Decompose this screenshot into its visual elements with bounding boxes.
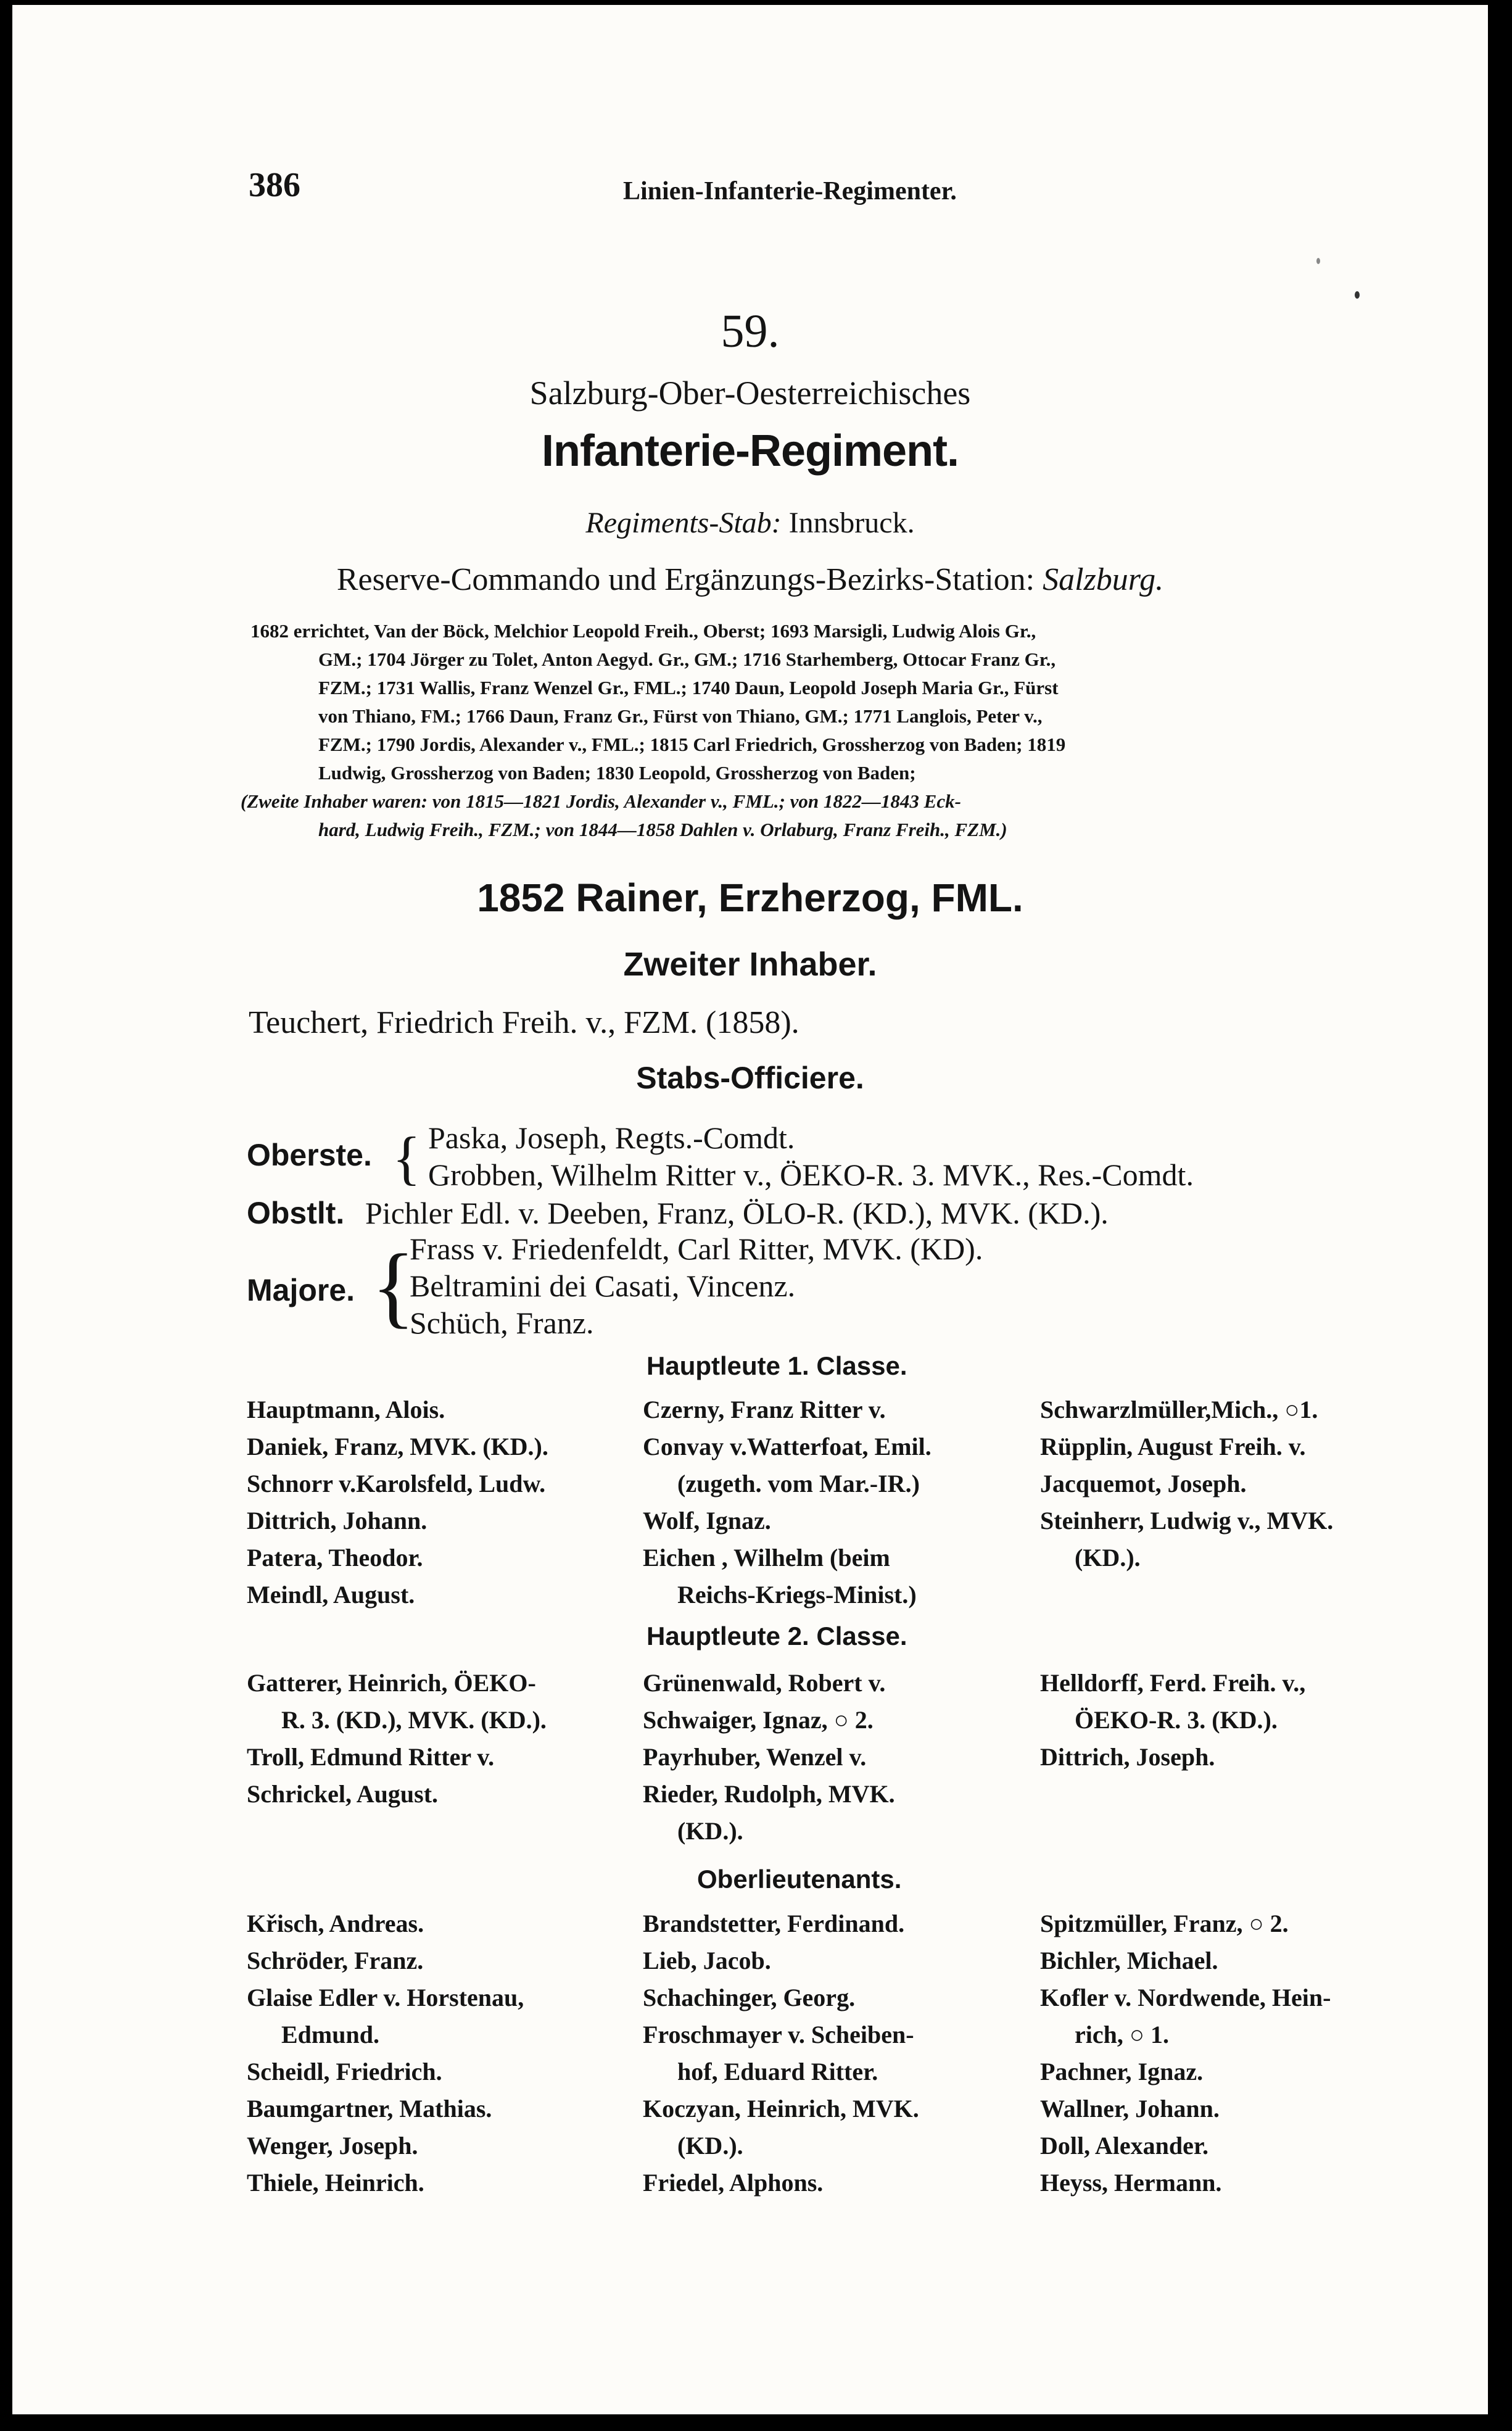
list-item: Schwarzlmüller,Mich., ○1. [1040, 1396, 1318, 1423]
list-item: Hauptmann, Alois. [247, 1396, 445, 1423]
history-italic-line: (Zweite Inhaber waren: von 1815—1821 Jordis, Alexander v., FML.; von 1822—1843 Eck- [241, 790, 961, 812]
page-number: 386 [249, 166, 300, 204]
list-item: Rieder, Rudolph, MVK. [643, 1780, 895, 1808]
regiments-stab [12, 506, 1488, 540]
hauptleute1-heading: Hauptleute 1. Classe. [647, 1351, 907, 1380]
running-title: Linien-Infanterie-Regimenter. [623, 177, 957, 205]
obstlt-entry: Pichler Edl. v. Deeben, Franz, ÖLO-R. (KD.), MVK. (KD.). [365, 1196, 1109, 1230]
oberste-brace: { [392, 1125, 421, 1191]
list-item: Wenger, Joseph. [247, 2132, 418, 2160]
oberlieutenants-col2 [643, 1905, 919, 2201]
list-item: Baumgartner, Mathias. [247, 2095, 492, 2122]
list-item: Pachner, Ignaz. [1040, 2058, 1204, 2085]
list-item: Rüpplin, August Freih. v. [1040, 1433, 1306, 1460]
obstlt-label: Obstlt. [247, 1196, 345, 1230]
hauptleute2-col2 [643, 1665, 895, 1850]
ink-speck [1355, 291, 1360, 299]
list-item: Helldorff, Ferd. Freih. v., [1040, 1669, 1306, 1697]
history-line: Ludwig, Grossherzog von Baden; 1830 Leopold, Grossherzog von Baden; [318, 762, 916, 784]
stab-place: Innsbruck. [788, 507, 915, 539]
list-item: (KD.). [677, 2132, 743, 2160]
stabs-officiere-heading: Stabs-Officiere. [636, 1061, 864, 1095]
oberste-entry: Grobben, Wilhelm Ritter v., ÖEKO-R. 3. MVK., Res.-Comdt. [428, 1158, 1194, 1192]
regiment-name: Salzburg-Ober-Oesterreichisches [529, 375, 971, 412]
list-item: Czerny, Franz Ritter v. [643, 1396, 886, 1423]
list-item: Bichler, Michael. [1040, 1947, 1218, 1974]
list-item: Eichen , Wilhelm (beim [643, 1544, 890, 1572]
zweiter-inhaber-line: Teuchert, Friedrich Freih. v., FZM. (1858). [249, 1005, 799, 1040]
list-item: Schachinger, Georg. [643, 1984, 856, 2011]
oberlieutenants-heading: Oberlieutenants. [697, 1865, 902, 1894]
majore-entry: Frass v. Friedenfeldt, Carl Ritter, MVK. (KD). [410, 1232, 983, 1266]
list-item: (zugeth. vom Mar.-IR.) [677, 1470, 920, 1497]
list-item: R. 3. (KD.), MVK. (KD.). [281, 1706, 547, 1734]
oberste-list [428, 1119, 1194, 1193]
list-item: Jacquemot, Joseph. [1040, 1470, 1247, 1497]
list-item: Patera, Theodor. [247, 1544, 423, 1572]
list-item: Kofler v. Nordwende, Hein- [1040, 1984, 1331, 2011]
stab-label: Regiments-Stab: [585, 507, 782, 539]
hauptleute2-col1 [247, 1665, 547, 1813]
list-item: Daniek, Franz, MVK. (KD.). [247, 1433, 548, 1460]
list-item: Troll, Edmund Ritter v. [247, 1743, 495, 1771]
majore-entry: Beltramini dei Casati, Vincenz. [410, 1269, 796, 1303]
zweiter-inhaber-heading: Zweiter Inhaber. [623, 946, 877, 983]
list-item: Steinherr, Ludwig v., MVK. [1040, 1507, 1334, 1534]
list-item: Froschmayer v. Scheiben- [643, 2021, 914, 2048]
regiment-number: 59. [721, 305, 780, 357]
hauptleute2-col3 [1040, 1665, 1305, 1776]
inhaber-line: 1852 Rainer, Erzherzog, FML. [477, 876, 1023, 920]
majore-label: Majore. [247, 1273, 355, 1307]
reserve-label: Reserve-Commando und Ergänzungs-Bezirks-Station: [336, 562, 1035, 597]
reserve-place: Salzburg. [1043, 562, 1164, 597]
oberste-entry: Paska, Joseph, Regts.-Comdt. [428, 1120, 795, 1155]
list-item: Reichs-Kriegs-Minist.) [677, 1581, 917, 1609]
regiment-type: Infanterie-Regiment. [541, 426, 959, 476]
history-paragraph [241, 617, 1066, 844]
oberlieutenants-col1 [247, 1905, 524, 2201]
list-item: Wallner, Johann. [1040, 2095, 1220, 2122]
list-item: Dittrich, Joseph. [1040, 1743, 1215, 1771]
list-item: Meindl, August. [247, 1581, 415, 1609]
list-item: Scheidl, Friedrich. [247, 2058, 442, 2085]
list-item: Gatterer, Heinrich, ÖEKO- [247, 1669, 536, 1697]
list-item: Heyss, Hermann. [1040, 2169, 1222, 2197]
ink-speck [1316, 258, 1320, 264]
history-line: FZM.; 1790 Jordis, Alexander v., FML.; 1815 Carl Friedrich, Grossherzog von Baden; 1819 [318, 734, 1066, 755]
list-item: Koczyan, Heinrich, MVK. [643, 2095, 919, 2122]
hauptleute1-col2 [643, 1391, 932, 1613]
list-item: Brandstetter, Ferdinand. [643, 1910, 905, 1937]
history-italic-line: hard, Ludwig Freih., FZM.; von 1844—1858 Dahlen v. Orlaburg, Franz Freih., FZM.) [318, 819, 1007, 840]
list-item: Doll, Alexander. [1040, 2132, 1208, 2160]
hauptleute1-col1 [247, 1391, 548, 1613]
list-item: Schwaiger, Ignaz, ○ 2. [643, 1706, 874, 1734]
list-item: Glaise Edler v. Horstenau, [247, 1984, 524, 2011]
hauptleute1-col3 [1040, 1391, 1333, 1576]
history-line: FZM.; 1731 Wallis, Franz Wenzel Gr., FML.; 1740 Daun, Leopold Joseph Maria Gr., Fürst [318, 677, 1059, 698]
list-item: Křisch, Andreas. [247, 1910, 424, 1937]
list-item: ÖEKO-R. 3. (KD.). [1075, 1706, 1278, 1734]
list-item: Grünenwald, Robert v. [643, 1669, 886, 1697]
majore-brace: { [371, 1236, 416, 1337]
list-item: Edmund. [281, 2021, 379, 2048]
history-line: 1682 errichtet, Van der Böck, Melchior Leopold Freih., Oberst; 1693 Marsigli, Ludwig Alois Gr., [250, 620, 1036, 642]
list-item: Payrhuber, Wenzel v. [643, 1743, 867, 1771]
list-item: rich, ○ 1. [1075, 2021, 1170, 2048]
list-item: Convay v.Watterfoat, Emil. [643, 1433, 932, 1460]
list-item: Friedel, Alphons. [643, 2169, 824, 2197]
majore-entry: Schüch, Franz. [410, 1306, 594, 1340]
list-item: (KD.). [677, 1817, 743, 1845]
hauptleute2-heading: Hauptleute 2. Classe. [647, 1621, 907, 1650]
reserve-commando [12, 561, 1488, 598]
list-item: (KD.). [1075, 1544, 1141, 1572]
history-line: von Thiano, FM.; 1766 Daun, Franz Gr., Fürst von Thiano, GM.; 1771 Langlois, Peter v., [318, 705, 1043, 727]
oberlieutenants-col3 [1040, 1905, 1331, 2201]
list-item: Lieb, Jacob. [643, 1947, 771, 1974]
history-line: GM.; 1704 Jörger zu Tolet, Anton Aegyd. Gr., GM.; 1716 Starhemberg, Ottocar Franz Gr., [318, 648, 1056, 670]
list-item: Spitzmüller, Franz, ○ 2. [1040, 1910, 1289, 1937]
list-item: Dittrich, Johann. [247, 1507, 428, 1534]
list-item: Schröder, Franz. [247, 1947, 424, 1974]
list-item: Wolf, Ignaz. [643, 1507, 771, 1534]
oberste-label: Oberste. [247, 1138, 372, 1172]
majore-list [410, 1230, 983, 1341]
list-item: Schnorr v.Karolsfeld, Ludw. [247, 1470, 546, 1497]
list-item: Thiele, Heinrich. [247, 2169, 424, 2197]
list-item: Schrickel, August. [247, 1780, 439, 1808]
list-item: hof, Eduard Ritter. [677, 2058, 878, 2085]
